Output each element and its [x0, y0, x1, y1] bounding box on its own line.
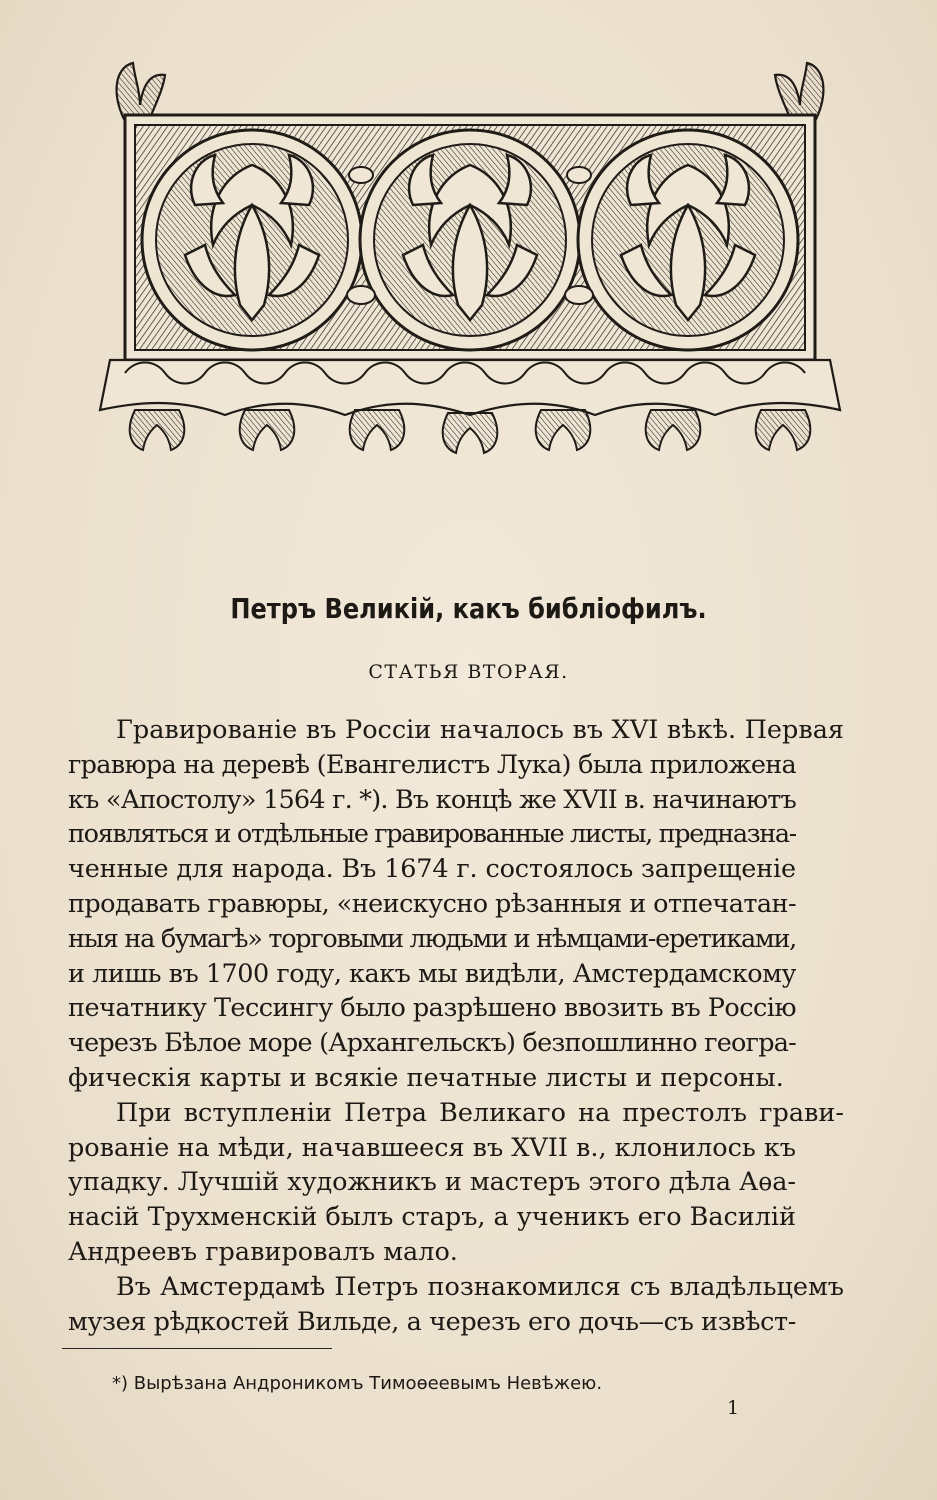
text-line: гравюра на деревѣ (Евангелистъ Лука) была приложена [68, 749, 796, 780]
text-line: упадку. Лучшій художникъ и мастеръ этого дѣла Аѳа- [68, 1167, 796, 1198]
text-line: Гравированіе въ Россіи началось въ XVI вѣкѣ. Первая [116, 715, 844, 745]
text-line: Въ Амстердамѣ Петръ познакомился съ владѣльцемъ [116, 1271, 844, 1302]
text-line: насій Трухменскій былъ старъ, а ученикъ его Василій [68, 1202, 796, 1233]
text-line: черезъ Бѣлое море (Архангельскъ) безпошлинно геогра- [68, 1028, 796, 1059]
text-line: и лишь въ 1700 году, какъ мы видѣли, Амстердамскому [68, 958, 796, 989]
text-line: Андреевъ гравировалъ мало. [68, 1236, 458, 1267]
article-body [68, 713, 844, 1339]
article-title: Петръ Великій, какъ библіофилъ. [230, 592, 707, 625]
text-line: печатнику Тессингу было разрѣшено ввозить въ Россію [68, 993, 796, 1024]
text-line: къ «Апостолу» 1564 г. *). Въ концѣ же XVII в. начинаютъ [68, 784, 796, 815]
footnote: *) Вырѣзана Андроникомъ Тимоѳеевымъ Невѣжею. [112, 1373, 603, 1394]
text-line: продавать гравюры, «неискусно рѣзанныя и отпечатан- [68, 888, 796, 919]
page-number: 1 [727, 1397, 740, 1419]
text-line: ныя на бумагѣ» торговыми людьми и нѣмцами-еретиками, [68, 923, 796, 954]
article-subtitle: СТАТЬЯ ВТОРАЯ. [368, 661, 569, 683]
text-line: фическія карты и всякіе печатные листы и персоны. [68, 1062, 784, 1093]
text-line: музея рѣдкостей Вильде, а черезъ его дочь—съ извѣст- [68, 1306, 796, 1337]
text-line: рованіе на мѣди, начавшееся въ XVII в., клонилось къ [68, 1132, 796, 1163]
footnote-divider [62, 1348, 332, 1349]
text-line: появляться и отдѣльные гравированные листы, предназна- [68, 819, 796, 850]
text-line: ченные для народа. Въ 1674 г. состоялось запрещеніе [68, 854, 796, 885]
headpiece-ornament-icon [95, 55, 845, 455]
text-line: При вступленіи Петра Великаго на престолъ грави- [116, 1097, 844, 1128]
